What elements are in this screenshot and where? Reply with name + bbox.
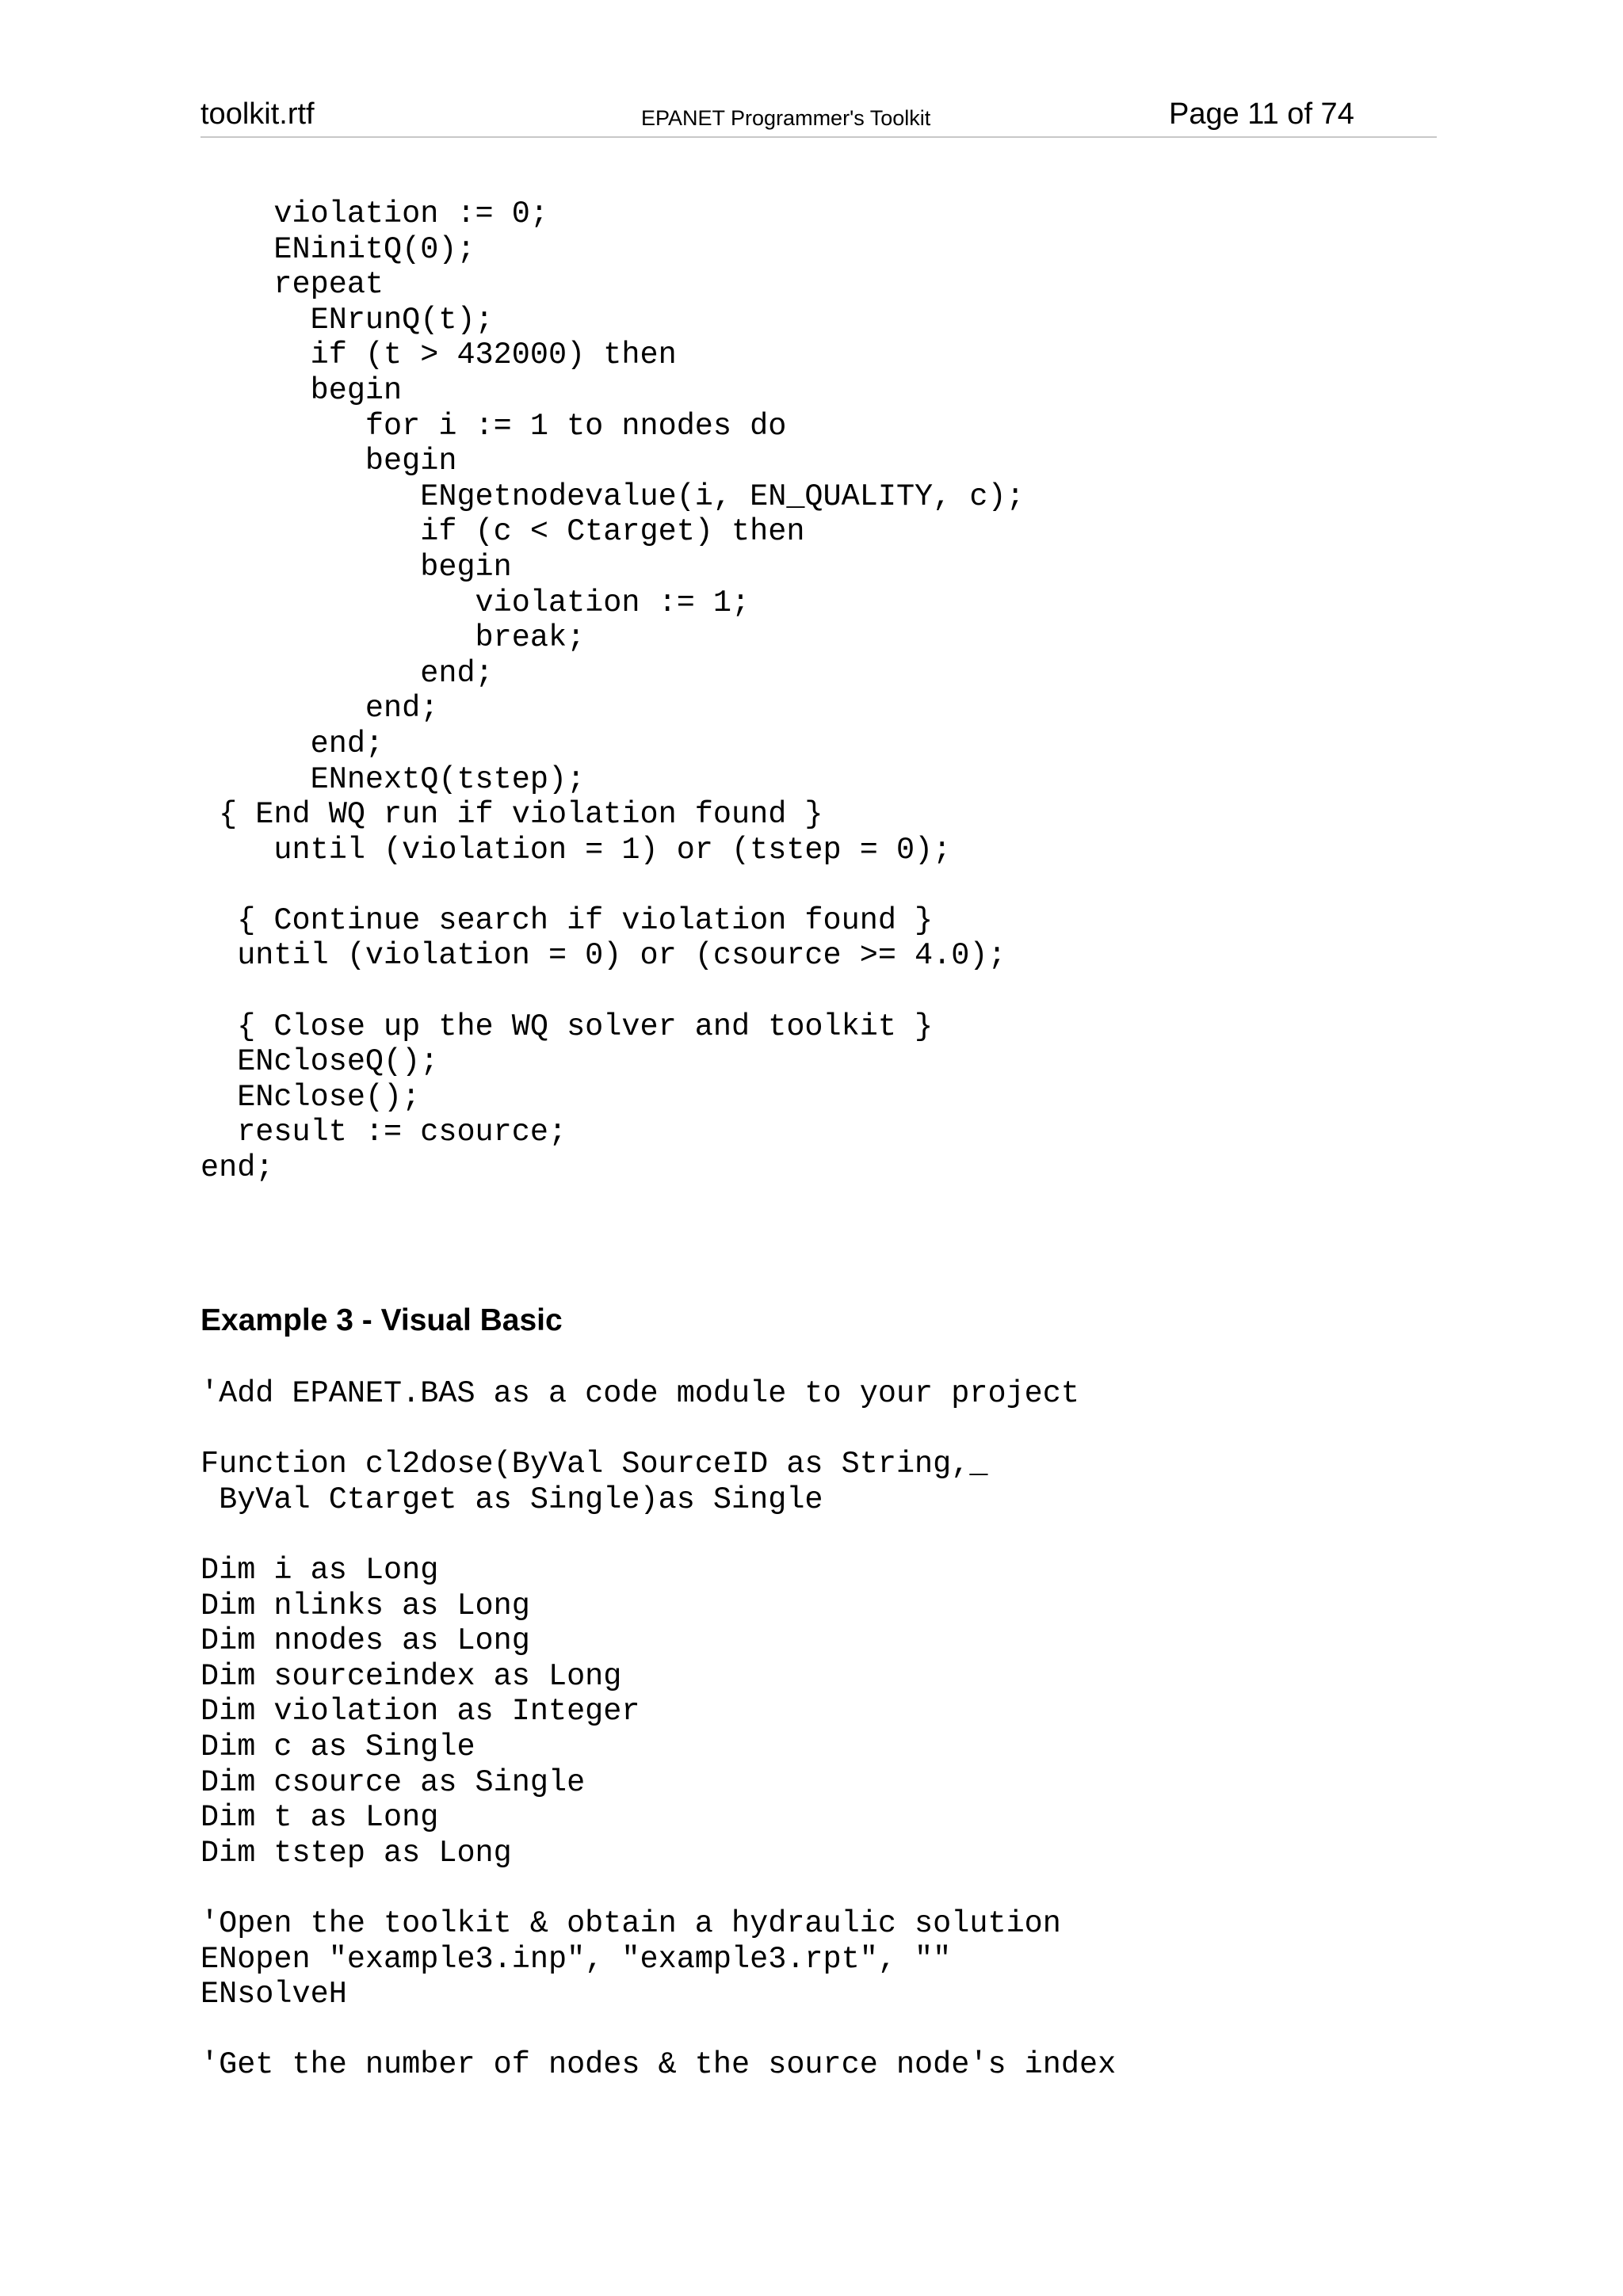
- code-line: end;: [200, 691, 439, 727]
- page-header: [200, 93, 1437, 138]
- code-line: [200, 2012, 1116, 2048]
- code-line: ENsolveH: [200, 1977, 347, 2012]
- code-line: begin: [200, 372, 403, 408]
- code-line: { End WQ run if violation found }: [200, 797, 823, 833]
- code-line: for i := 1 to nnodes do: [200, 408, 787, 444]
- code-line: 'Open the toolkit & obtain a hydraulic solution: [200, 1905, 1061, 1941]
- code-line: Function cl2dose(ByVal SourceID as String,_: [200, 1447, 988, 1482]
- code-line: ENopen "example3.inp", "example3.rpt", "": [200, 1941, 952, 1977]
- code-line: [200, 974, 1025, 1009]
- visual-basic-code-block: [200, 1376, 1116, 2083]
- pascal-code-block: [200, 196, 1025, 1186]
- header-file-name: toolkit.rtf: [200, 97, 315, 131]
- code-line: repeat: [200, 267, 384, 303]
- header-page-number: Page 11 of 74: [1169, 97, 1354, 131]
- code-line: Dim i as Long: [200, 1552, 439, 1588]
- code-line: end;: [200, 1150, 274, 1186]
- code-line: ENnextQ(tstep);: [200, 761, 586, 797]
- code-line: ENgetnodevalue(i, EN_QUALITY, c);: [200, 479, 1025, 514]
- code-line: Dim violation as Integer: [200, 1694, 640, 1730]
- code-line: violation := 0;: [200, 196, 548, 231]
- code-line: Dim nlinks as Long: [200, 1588, 530, 1623]
- code-line: [200, 868, 1025, 903]
- code-line: ENcloseQ();: [200, 1044, 439, 1080]
- code-line: Dim tstep as Long: [200, 1835, 512, 1871]
- code-line: [200, 1412, 1116, 1447]
- code-line: ByVal Ctarget as Single)as Single: [200, 1482, 823, 1517]
- code-line: [200, 1871, 1116, 1906]
- code-line: ENinitQ(0);: [200, 231, 475, 267]
- code-line: end;: [200, 726, 384, 761]
- code-line: Dim c as Single: [200, 1729, 475, 1764]
- code-line: Dim nnodes as Long: [200, 1623, 530, 1659]
- code-line: Dim csource as Single: [200, 1764, 586, 1800]
- header-document-title: EPANET Programmer's Toolkit: [641, 106, 931, 130]
- code-line: begin: [200, 549, 512, 585]
- code-line: violation := 1;: [200, 585, 750, 620]
- code-line: ENclose();: [200, 1079, 421, 1115]
- code-line: if (c < Ctarget) then: [200, 514, 805, 550]
- code-line: end;: [200, 655, 494, 691]
- code-line: { Close up the WQ solver and toolkit }: [200, 1009, 934, 1044]
- code-line: [200, 1517, 1116, 1553]
- code-line: { Continue search if violation found }: [200, 902, 934, 938]
- code-line: if (t > 432000) then: [200, 338, 677, 373]
- code-line: until (violation = 1) or (tstep = 0);: [200, 832, 952, 868]
- code-line: 'Add EPANET.BAS as a code module to your project: [200, 1376, 1079, 1411]
- code-line: until (violation = 0) or (csource >= 4.0);: [200, 938, 1006, 974]
- code-line: Dim t as Long: [200, 1800, 439, 1836]
- code-line: Dim sourceindex as Long: [200, 1658, 622, 1694]
- code-line: result := csource;: [200, 1115, 567, 1150]
- section-heading: Example 3 - Visual Basic: [200, 1303, 563, 1337]
- code-line: ENrunQ(t);: [200, 302, 494, 338]
- code-line: 'Get the number of nodes & the source node's index: [200, 2047, 1117, 2083]
- code-line: break;: [200, 620, 586, 656]
- code-line: begin: [200, 444, 457, 479]
